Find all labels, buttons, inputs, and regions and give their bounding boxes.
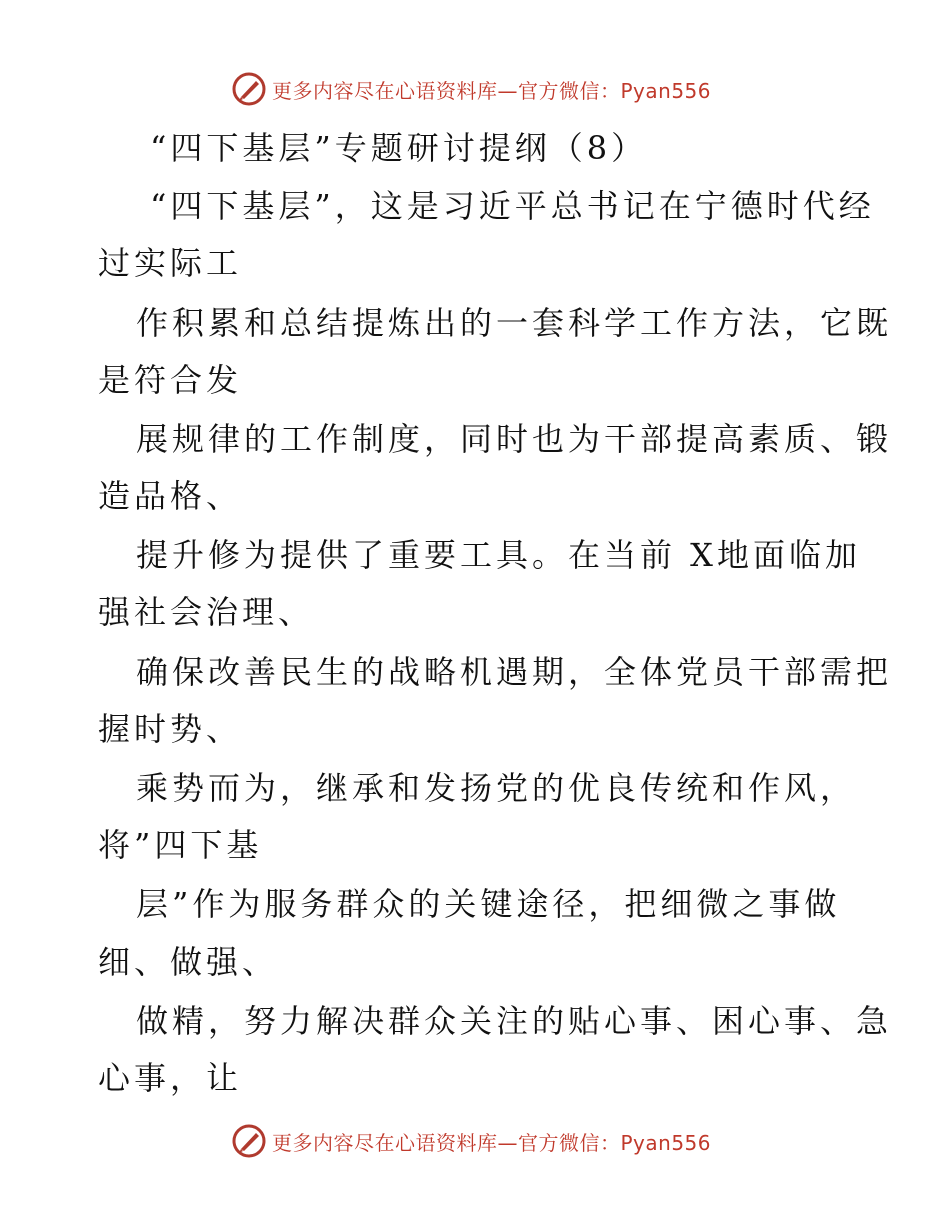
paragraph-line: 是符合发	[98, 361, 243, 399]
paragraph-line: 将”四下基	[98, 826, 263, 864]
paragraph-line: 确保改善民生的战略机遇期，全体党员干部需把	[136, 653, 893, 691]
paragraph-line: 握时势、	[98, 710, 243, 748]
paragraph-line: 作积累和总结提炼出的一套科学工作方法，它既	[136, 304, 893, 342]
watermark-text: 更多内容尽在心语资料库—官方微信：Pyan556	[272, 1130, 712, 1155]
quill-pen-logo-icon	[232, 1124, 266, 1158]
paragraph-line: 做精，努力解决群众关注的贴心事、困心事、急	[136, 1002, 893, 1040]
paragraph-line: 乘势而为，继承和发扬党的优良传统和作风，	[136, 769, 857, 807]
paragraph-line: 过实际工	[98, 244, 243, 282]
paragraph-line: 细、做强、	[98, 943, 279, 981]
paragraph-line: 层”作为服务群众的关键途径，把细微之事做	[136, 885, 841, 923]
paragraph-line: 展规律的工作制度，同时也为干部提高素质、锻	[136, 420, 893, 458]
paragraph-line: 造品格、	[98, 477, 243, 515]
footer-watermark-banner	[232, 1124, 711, 1158]
paragraph-line: 提升修为提供了重要工具。在当前 X地面临加	[136, 536, 861, 574]
document-title: “四下基层”专题研讨提纲（8）	[150, 129, 648, 167]
paragraph-line: 心事，让	[98, 1059, 243, 1097]
paragraph-line: 强社会治理、	[98, 593, 315, 631]
paragraph-line: “四下基层”，这是习近平总书记在宁德时代经	[150, 187, 875, 225]
watermark-text: 更多内容尽在心语资料库—官方微信：Pyan556	[272, 78, 712, 103]
